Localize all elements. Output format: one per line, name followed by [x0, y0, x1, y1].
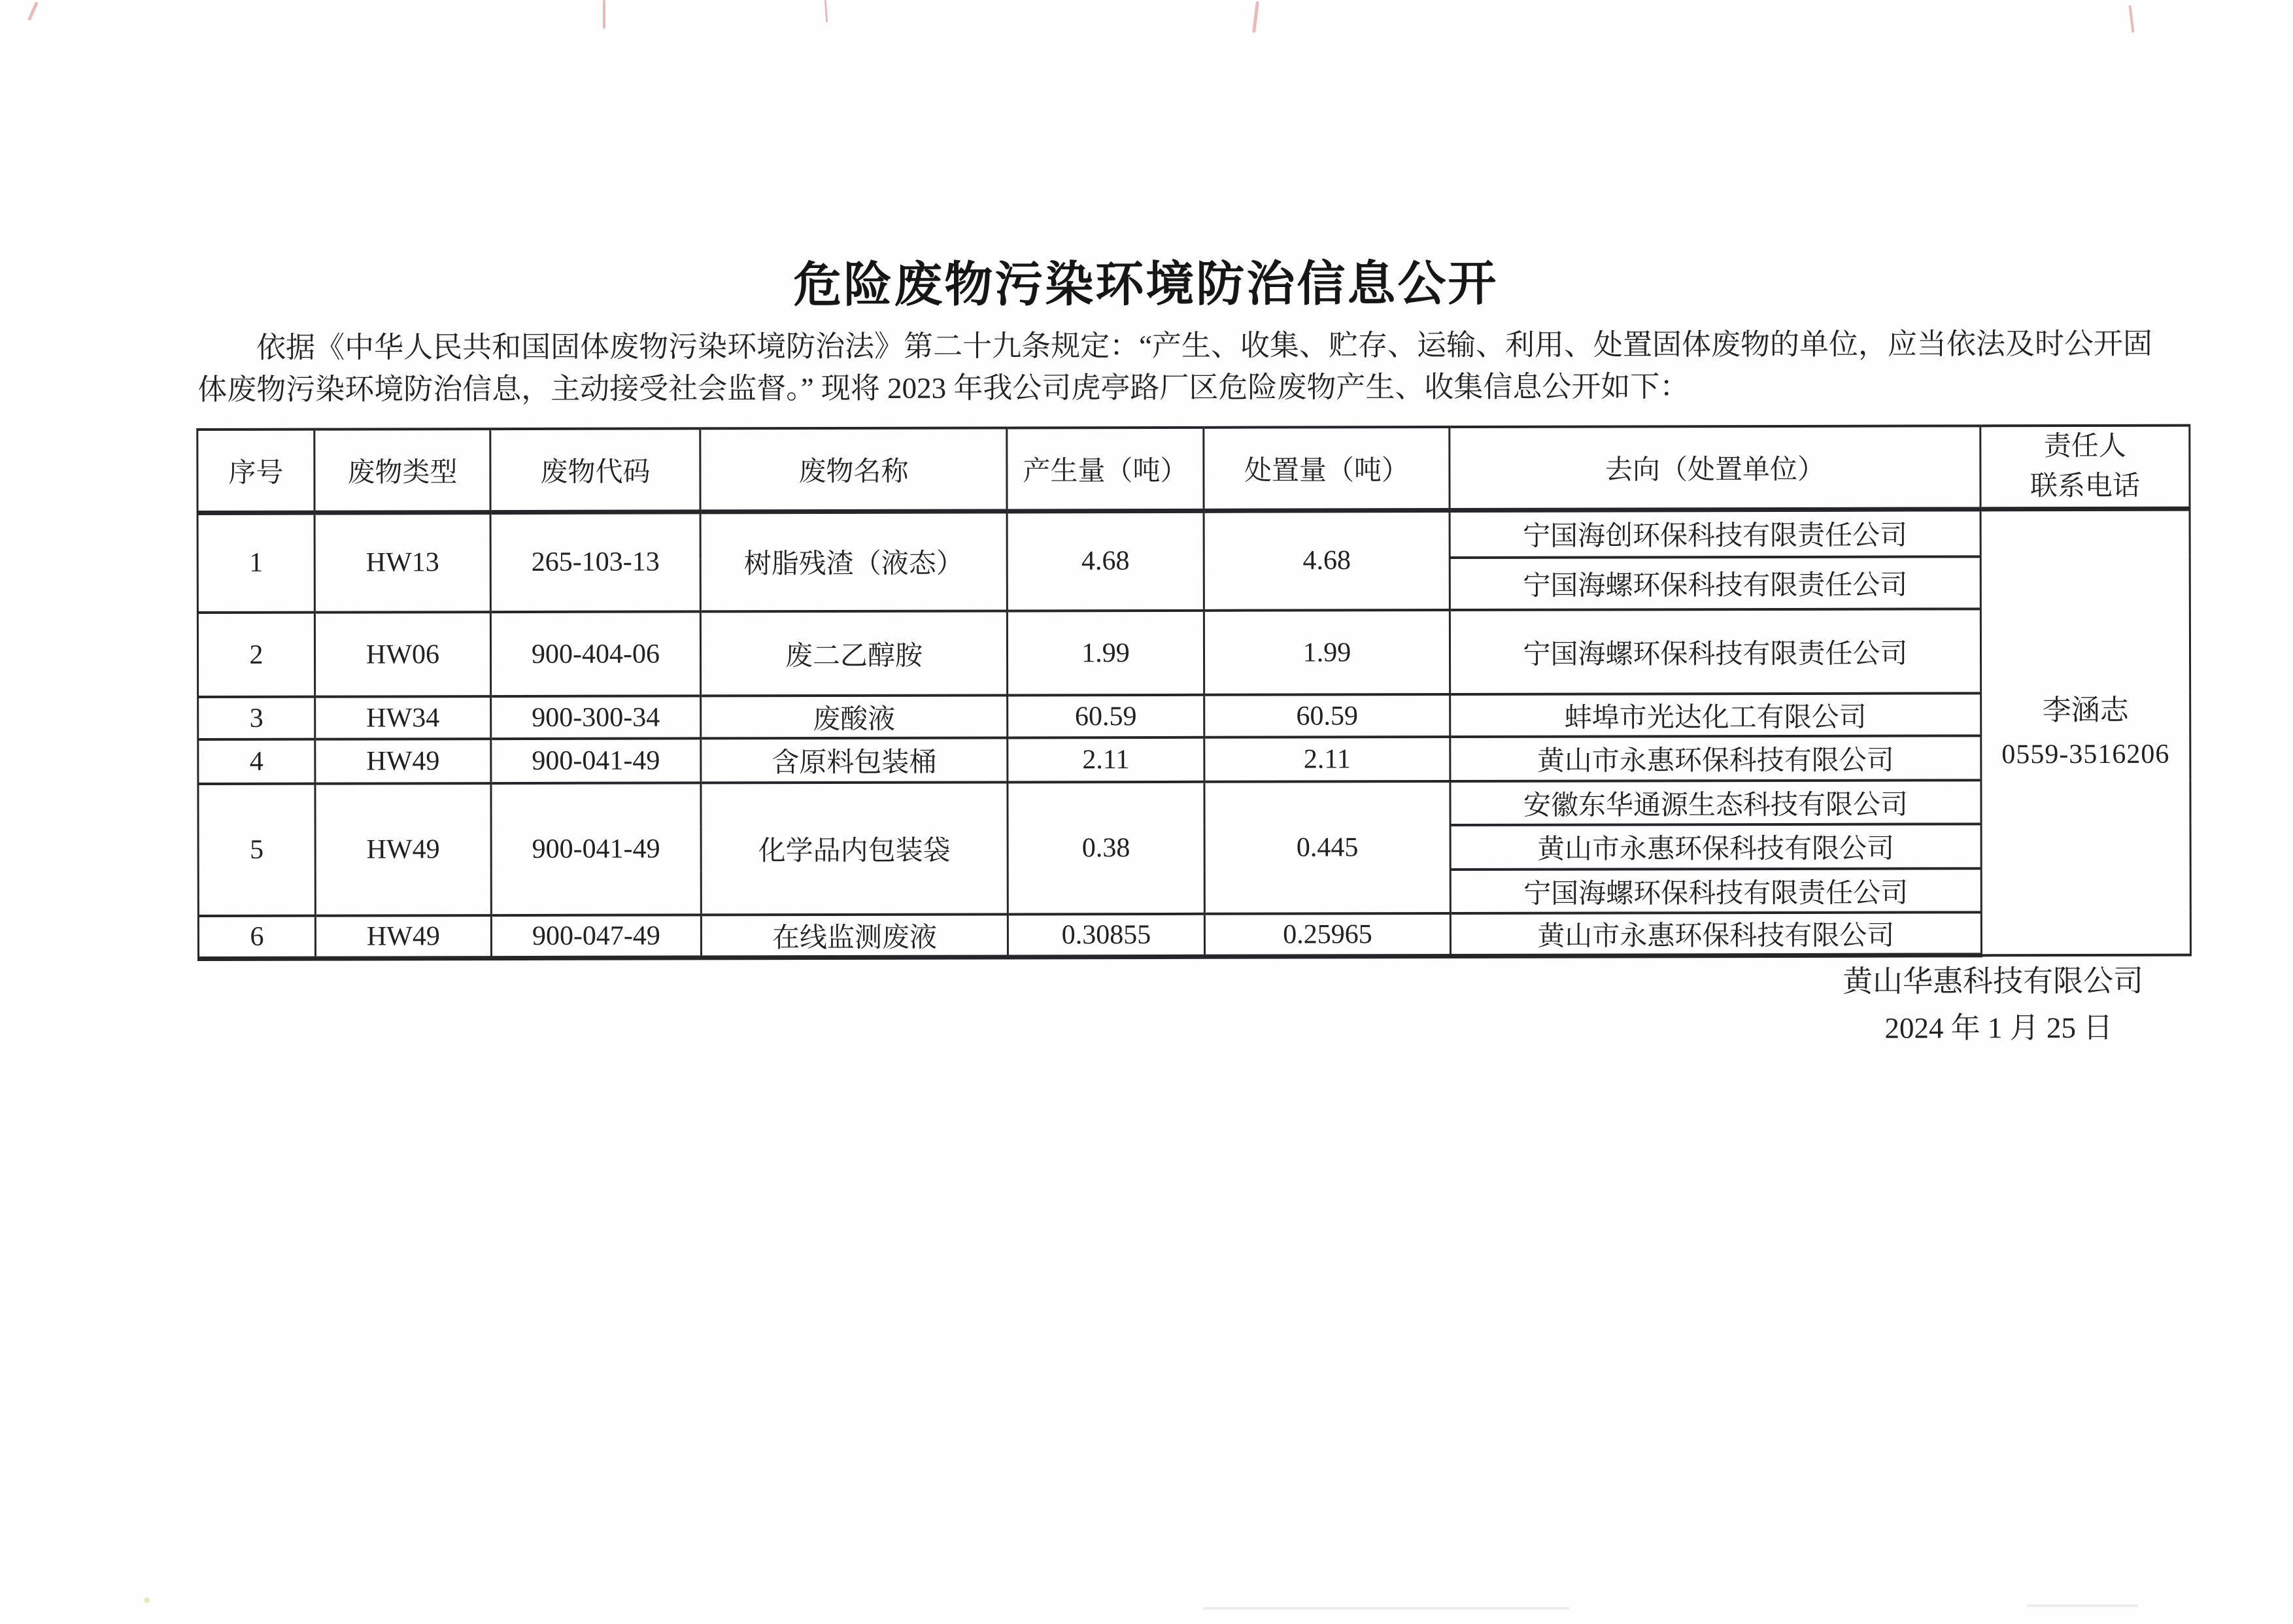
cell-waste-code: 900-047-49 — [491, 915, 701, 958]
table-row — [198, 736, 2190, 784]
col-header-seq: 序号 — [197, 429, 314, 513]
cell-produced: 60.59 — [1008, 695, 1204, 738]
col-header-disposed: 处置量（吨） — [1204, 427, 1450, 511]
col-header-produced: 产生量（吨） — [1007, 428, 1204, 511]
cell-waste-name: 化学品内包装袋 — [701, 783, 1008, 915]
intro-paragraph — [197, 322, 2217, 410]
cell-disposed: 2.11 — [1204, 737, 1450, 782]
cell-seq: 4 — [198, 739, 315, 784]
cell-waste-type: HW06 — [314, 612, 490, 697]
cell-destination: 宁国海螺环保科技有限责任公司 — [1450, 609, 1980, 694]
cell-disposed: 1.99 — [1204, 610, 1450, 695]
cell-destination: 宁国海螺环保科技有限责任公司 — [1450, 868, 1981, 913]
table-row — [197, 609, 2190, 697]
cell-produced: 2.11 — [1008, 737, 1204, 783]
cell-produced: 4.68 — [1007, 511, 1204, 611]
cell-destination: 宁国海创环保科技有限责任公司 — [1450, 509, 1980, 558]
cell-disposed: 0.445 — [1204, 781, 1450, 914]
cell-produced: 1.99 — [1007, 611, 1204, 696]
cell-waste-name: 树脂残渣（液态） — [700, 511, 1007, 612]
col-header-destination: 去向（处置单位） — [1450, 426, 1980, 510]
cell-waste-name: 废二乙醇胺 — [700, 611, 1007, 696]
col-header-contact: 责任人 联系电话 — [1980, 425, 2190, 509]
cell-waste-code: 900-041-49 — [491, 783, 701, 916]
table-row — [198, 693, 2190, 739]
cell-seq: 2 — [197, 613, 314, 697]
cell-destination: 黄山市永惠环保科技有限公司 — [1450, 912, 1981, 956]
company-name: 黄山华惠科技有限公司 — [1843, 964, 2144, 998]
cell-waste-type: HW49 — [315, 739, 491, 784]
cell-seq: 5 — [198, 784, 315, 916]
contact-name: 李涵志 — [2042, 694, 2129, 727]
cell-waste-code: 900-041-49 — [491, 739, 701, 784]
intro-line-1: 依据《中华人民共和国固体废物污染环境防治法》第二十九条规定：“产生、收集、贮存、运输、利用、处置固体废物的单位，应当依法及时公开固 — [256, 327, 2153, 364]
col-header-waste-code: 废物代码 — [490, 428, 700, 512]
signature-block — [1, 966, 2293, 1047]
cell-waste-type: HW49 — [315, 915, 491, 958]
cell-seq: 6 — [198, 916, 315, 959]
document-date: 2024 年 1 月 25 日 — [1884, 1011, 2113, 1045]
col-header-waste-type: 废物类型 — [314, 429, 490, 513]
cell-waste-name: 废酸液 — [701, 696, 1008, 739]
cell-waste-name: 在线监测废液 — [701, 915, 1008, 958]
cell-produced: 0.38 — [1008, 782, 1204, 915]
cell-waste-type: HW13 — [314, 512, 490, 613]
intro-line-2: 体废物污染环境防治信息，主动接受社会监督。” 现将 2023 年我公司虎亭路厂区危险废物产生、收集信息公开如下： — [197, 370, 1690, 406]
contact-phone: 0559-3516206 — [2001, 739, 2170, 770]
cell-produced: 0.30855 — [1008, 914, 1204, 957]
col-header-waste-name: 废物名称 — [700, 428, 1007, 511]
cell-seq: 1 — [197, 513, 314, 613]
table-row — [198, 912, 2190, 959]
cell-disposed: 60.59 — [1204, 694, 1450, 737]
cell-destination: 黄山市永惠环保科技有限公司 — [1450, 824, 1981, 870]
cell-destination: 黄山市永惠环保科技有限公司 — [1450, 736, 1981, 781]
cell-waste-type: HW49 — [315, 783, 491, 916]
table-header-row — [197, 425, 2190, 513]
cell-disposed: 4.68 — [1204, 510, 1450, 611]
cell-disposed: 0.25965 — [1204, 913, 1450, 956]
table-row — [197, 509, 2190, 560]
cell-destination: 宁国海螺环保科技有限责任公司 — [1450, 556, 1980, 610]
hazardous-waste-table — [196, 424, 2192, 961]
cell-destination: 安徽东华通源生态科技有限公司 — [1450, 780, 1981, 825]
cell-waste-type: HW34 — [315, 696, 491, 739]
table-row — [198, 780, 2190, 828]
document-title: 危险废物污染环境防治信息公开 — [793, 257, 1499, 313]
cell-seq: 3 — [198, 697, 315, 739]
cell-waste-code: 900-300-34 — [491, 696, 701, 739]
cell-contact — [1980, 509, 2190, 955]
cell-destination: 蚌埠市光达化工有限公司 — [1450, 693, 1981, 737]
cell-waste-name: 含原料包装桶 — [701, 738, 1008, 783]
cell-waste-code: 265-103-13 — [490, 512, 700, 613]
cell-waste-code: 900-404-06 — [490, 612, 700, 697]
